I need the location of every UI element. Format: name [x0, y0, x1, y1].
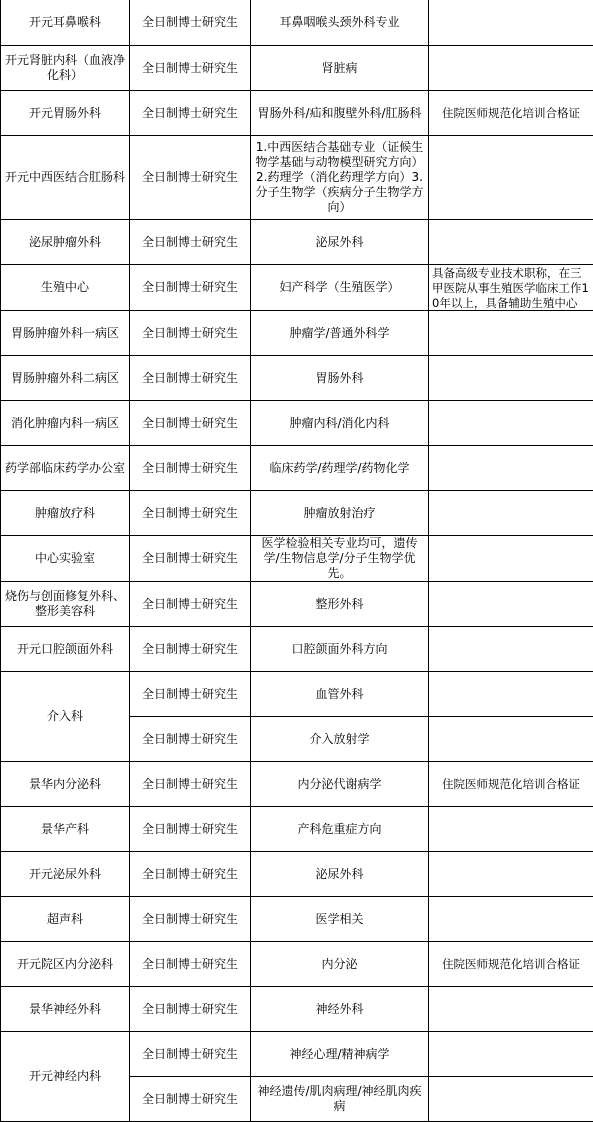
degree-cell: 全日制博士研究生: [130, 942, 251, 987]
degree-cell: 全日制博士研究生: [130, 897, 251, 942]
requirement-cell: [429, 265, 593, 311]
degree-cell: 全日制博士研究生: [130, 446, 251, 491]
table-row: [1, 136, 593, 220]
degree-cell: 全日制博士研究生: [130, 987, 251, 1032]
department-cell: 超声科: [1, 897, 130, 942]
degree-cell: 全日制博士研究生: [130, 401, 251, 446]
table-row: [1, 987, 593, 1032]
requirement-cell: [429, 46, 593, 91]
major-cell: 内分泌: [251, 942, 429, 987]
degree-cell: 全日制博士研究生: [130, 91, 251, 136]
requirement-cell: [429, 852, 593, 897]
requirement-cell: [429, 0, 593, 46]
degree-cell: 全日制博士研究生: [130, 762, 251, 807]
requirement-cell: [429, 311, 593, 356]
major-cell: 医学检验相关专业均可，遗传学/生物信息学/分子生物学优先。: [251, 536, 429, 582]
department-cell: 介入科: [1, 672, 130, 762]
degree-cell: 全日制博士研究生: [130, 0, 251, 46]
table-row: [1, 852, 593, 897]
requirement-cell: [429, 356, 593, 401]
department-cell: 烧伤与创面修复外科、整形美容科: [1, 582, 130, 627]
major-cell: 口腔颌面外科方向: [251, 627, 429, 672]
requirement-cell: [429, 987, 593, 1032]
table-row: [1, 265, 593, 311]
table-row: [1, 536, 593, 582]
degree-cell: 全日制博士研究生: [130, 1032, 251, 1077]
degree-cell: 全日制博士研究生: [130, 536, 251, 582]
table-row: [1, 91, 593, 136]
requirement-cell: [429, 627, 593, 672]
requirement-text: 具备高级专业技术职称，在三甲医院从事生殖医学临床工作10年以上，具备辅助生殖中心: [432, 266, 589, 310]
department-cell: 开元胃肠外科: [1, 91, 130, 136]
degree-cell: 全日制博士研究生: [130, 356, 251, 401]
department-cell: 消化肿瘤内科一病区: [1, 401, 130, 446]
degree-cell: 全日制博士研究生: [130, 582, 251, 627]
degree-cell: 全日制博士研究生: [130, 46, 251, 91]
requirement-cell: 住院医师规范化培训合格证: [429, 91, 593, 136]
major-cell: 整形外科: [251, 582, 429, 627]
major-cell: 泌尿外科: [251, 220, 429, 265]
requirement-cell: [429, 220, 593, 265]
table-row: [1, 672, 593, 717]
table-row: [1, 401, 593, 446]
major-cell: 肿瘤学/普通外科学: [251, 311, 429, 356]
major-cell: 1.中西医结合基础专业（证候生物学基础与动物模型研究方向）2.药理学（消化药理学方向）3.分子生物学（疾病分子生物学方向）: [251, 136, 429, 220]
major-cell: 妇产科学（生殖医学）: [251, 265, 429, 311]
requirement-cell: [429, 446, 593, 491]
table-row: [1, 220, 593, 265]
department-cell: 生殖中心: [1, 265, 130, 311]
table-row: [1, 356, 593, 401]
major-cell: 神经心理/精神病学: [251, 1032, 429, 1077]
department-cell: 胃肠肿瘤外科一病区: [1, 311, 130, 356]
table-row: [1, 762, 593, 807]
department-cell: 景华产科: [1, 807, 130, 852]
department-cell: 开元中西医结合肛肠科: [1, 136, 130, 220]
department-cell: 景华内分泌科: [1, 762, 130, 807]
major-cell: 胃肠外科: [251, 356, 429, 401]
major-cell: 耳鼻咽喉头颈外科专业: [251, 0, 429, 46]
department-cell: 景华神经外科: [1, 987, 130, 1032]
major-cell: 神经外科: [251, 987, 429, 1032]
major-cell: 神经遗传/肌肉病理/神经肌肉疾病: [251, 1077, 429, 1122]
department-cell: 胃肠肿瘤外科二病区: [1, 356, 130, 401]
department-cell: 药学部临床药学办公室: [1, 446, 130, 491]
requirement-cell: 住院医师规范化培训合格证: [429, 942, 593, 987]
department-cell: 开元神经内科: [1, 1032, 130, 1122]
department-cell: 开元院区内分泌科: [1, 942, 130, 987]
degree-cell: 全日制博士研究生: [130, 311, 251, 356]
requirement-cell: [429, 1077, 593, 1122]
major-cell: 介入放射学: [251, 717, 429, 762]
major-cell: 肿瘤内科/消化内科: [251, 401, 429, 446]
table-row: [1, 311, 593, 356]
degree-cell: 全日制博士研究生: [130, 220, 251, 265]
degree-cell: 全日制博士研究生: [130, 1077, 251, 1122]
major-cell: 内分泌代谢病学: [251, 762, 429, 807]
major-cell: 血管外科: [251, 672, 429, 717]
table-row: [1, 491, 593, 536]
degree-cell: 全日制博士研究生: [130, 717, 251, 762]
department-cell: 泌尿肿瘤外科: [1, 220, 130, 265]
degree-cell: 全日制博士研究生: [130, 627, 251, 672]
requirement-cell: [429, 1032, 593, 1077]
requirement-cell: [429, 897, 593, 942]
degree-cell: 全日制博士研究生: [130, 136, 251, 220]
table-row: [1, 582, 593, 627]
degree-cell: 全日制博士研究生: [130, 491, 251, 536]
department-cell: 开元泌尿外科: [1, 852, 130, 897]
major-cell: 临床药学/药理学/药物化学: [251, 446, 429, 491]
requirement-cell: [429, 401, 593, 446]
major-cell: 产科危重症方向: [251, 807, 429, 852]
major-cell: 肾脏病: [251, 46, 429, 91]
degree-cell: 全日制博士研究生: [130, 852, 251, 897]
major-cell: 胃肠外科/疝和腹壁外科/肛肠科: [251, 91, 429, 136]
requirement-cell: [429, 717, 593, 762]
department-cell: 开元耳鼻喉科: [1, 0, 130, 46]
major-cell: 医学相关: [251, 897, 429, 942]
department-cell: 开元口腔颌面外科: [1, 627, 130, 672]
table-row: [1, 0, 593, 46]
requirement-cell: [429, 807, 593, 852]
major-cell: 肿瘤放射治疗: [251, 491, 429, 536]
major-cell: 泌尿外科: [251, 852, 429, 897]
department-cell: 肿瘤放疗科: [1, 491, 130, 536]
requirement-cell: [429, 536, 593, 582]
table-row: [1, 46, 593, 91]
table-row: [1, 627, 593, 672]
requirement-cell: 住院医师规范化培训合格证: [429, 762, 593, 807]
table-row: [1, 897, 593, 942]
degree-cell: 全日制博士研究生: [130, 807, 251, 852]
degree-cell: 全日制博士研究生: [130, 672, 251, 717]
table-row: [1, 807, 593, 852]
table-row: [1, 446, 593, 491]
department-cell: 中心实验室: [1, 536, 130, 582]
table-row: [1, 942, 593, 987]
degree-cell: 全日制博士研究生: [130, 265, 251, 311]
requirement-cell: [429, 582, 593, 627]
requirement-cell: [429, 136, 593, 220]
table-row: [1, 1032, 593, 1077]
requirement-cell: [429, 672, 593, 717]
requirement-cell: [429, 491, 593, 536]
department-cell: 开元肾脏内科（血液净化科）: [1, 46, 130, 91]
